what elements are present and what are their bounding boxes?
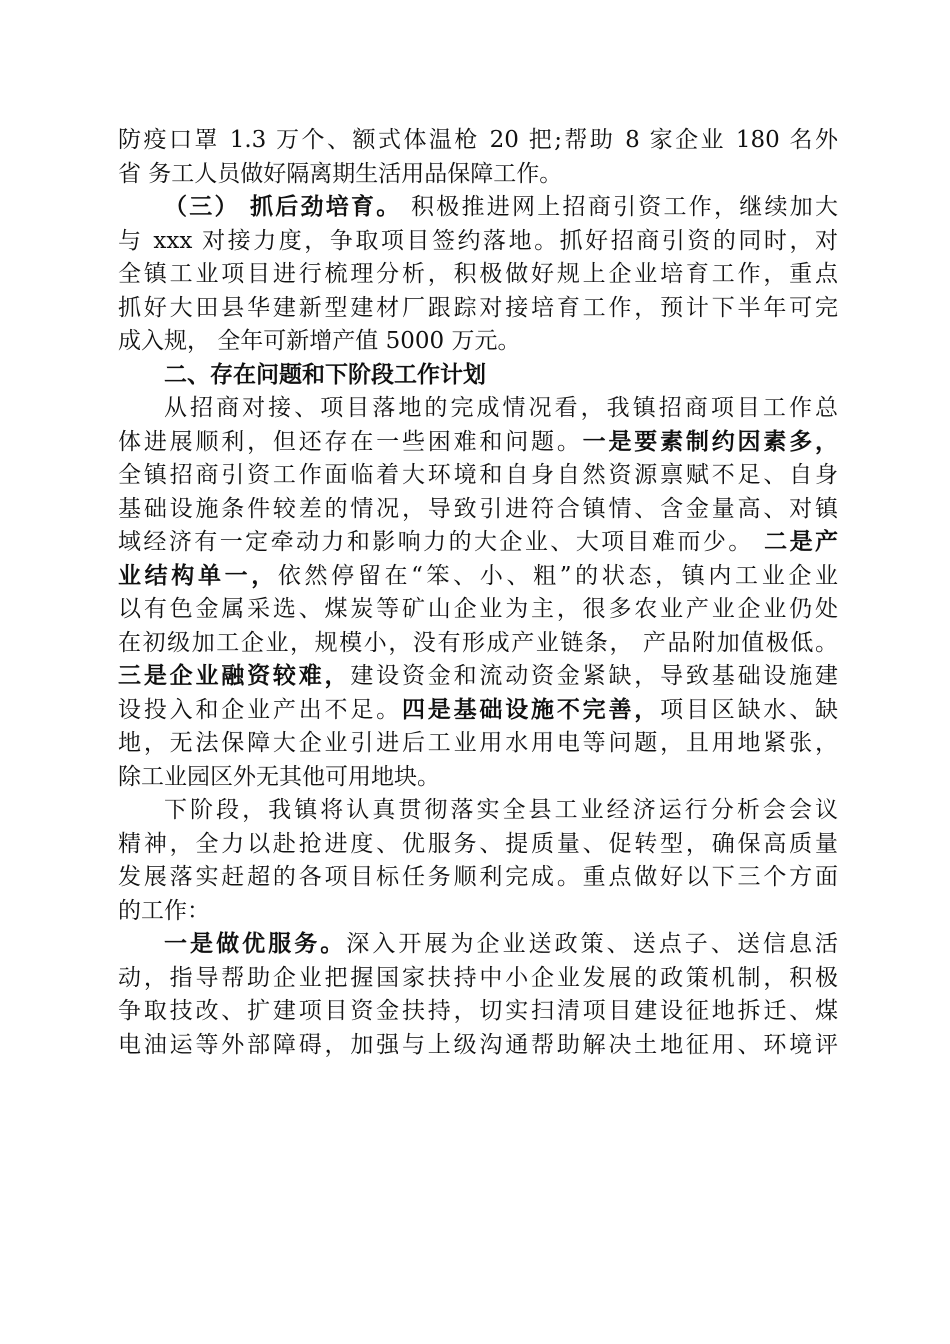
paragraph-line: 与 xxx 对接力度，争取项目签约落地。抓好招商引资的同时，对 <box>118 227 838 254</box>
paragraph-text: 体进展顺利，但还存在一些困难和问题。 <box>118 428 583 455</box>
paragraph-text: 建设资金和流动资金紧缺，导致基础设施建 <box>350 663 839 689</box>
emphasis-text: 一是做优服务。 <box>164 931 347 957</box>
paragraph-line <box>118 560 838 594</box>
paragraph-line: 的工作： <box>118 897 210 924</box>
paragraph-line: 以有色金属采选、煤炭等矿山企业为主，很多农业产业企业仍处 <box>118 596 838 622</box>
paragraph-line <box>118 191 838 225</box>
paragraph-text: 依然停留在“笨、小、粗”的状态，镇内工业企业 <box>277 562 838 589</box>
paragraph-text: 深入开展为企业送政策、送点子、送信息活 <box>346 931 839 957</box>
paragraph-line: 电油运等外部障碍，加强与上级沟通帮助解决土地征用、环境评 <box>118 1031 838 1058</box>
paragraph-line: 全镇工业项目进行梳理分析，积极做好规上企业培育工作，重点 <box>118 261 838 287</box>
paragraph-line: 动，指导帮助企业把握国家扶持中小企业发展的政策机制，积极 <box>118 964 838 991</box>
paragraph-line <box>118 426 838 460</box>
paragraph-line: 从招商对接、项目落地的完成情况看，我镇招商项目工作总 <box>164 395 838 421</box>
emphasis-text: 四是基础设施不完善， <box>401 696 661 723</box>
paragraph-line: 发展落实赶超的各项目标任务顺利完成。重点做好以下三个方面 <box>118 864 838 890</box>
paragraph-text: 项目区缺水、缺 <box>660 696 839 723</box>
paragraph-line: 防疫口罩 1.3 万个、额式体温枪 20 把;帮助 8 家企业 180 名外 <box>118 127 838 153</box>
paragraph-text: 积极推进网上招商引资工作，继续加大 <box>401 194 838 220</box>
paragraph-line: 下阶段，我镇将认真贯彻落实全县工业经济运行分析会会议 <box>164 797 838 823</box>
paragraph-text: 设投入和企业产出不足。 <box>118 696 402 723</box>
paragraph-line: 省 务工人员做好隔离期生活用品保障工作。 <box>118 160 563 187</box>
paragraph-text: 域经济有一定牵动力和影响力的大企业、大项目难而少。 <box>118 529 754 555</box>
paragraph-line <box>118 660 838 694</box>
emphasis-text: 三是企业融资较难， <box>118 663 351 689</box>
paragraph-line <box>118 694 838 728</box>
paragraph-line <box>118 526 838 560</box>
paragraph-line: 争取技改、扩建项目资金扶持，切实扫清项目建设征地拆迁、煤 <box>118 998 838 1024</box>
subsection-heading: （三） 抓后劲培育。 <box>164 194 402 220</box>
emphasis-text: 二是产 <box>753 529 838 555</box>
paragraph-line: 成入规， 全年可新增产值 5000 万元。 <box>118 328 521 354</box>
emphasis-text: 一是要素制约因素多， <box>582 428 839 455</box>
paragraph-line: 抓好大田县华建新型建材厂跟踪对接培育工作，预计下半年可完 <box>118 294 838 321</box>
section-heading: 二、存在问题和下阶段工作计划 <box>164 361 486 388</box>
paragraph-line: 地，无法保障大企业引进后工业用水用电等问题，且用地紧张， <box>118 730 838 756</box>
paragraph-line: 在初级加工企业，规模小，没有形成产业链条， 产品附加值极低。 <box>118 629 838 656</box>
paragraph-line <box>118 928 838 962</box>
paragraph-line: 精神，全力以赴抢进度、优服务、提质量、促转型，确保高质量 <box>118 830 838 857</box>
paragraph-line: 全镇招商引资工作面临着大环境和自身自然资源禀赋不足、自身 <box>118 462 838 488</box>
emphasis-text: 业结构单一， <box>118 562 278 589</box>
paragraph-line: 除工业园区外无其他可用地块。 <box>118 763 440 790</box>
document-page <box>118 124 838 1062</box>
paragraph-line: 基础设施条件较差的情况，导致引进符合镇情、含金量高、对镇 <box>118 495 838 522</box>
